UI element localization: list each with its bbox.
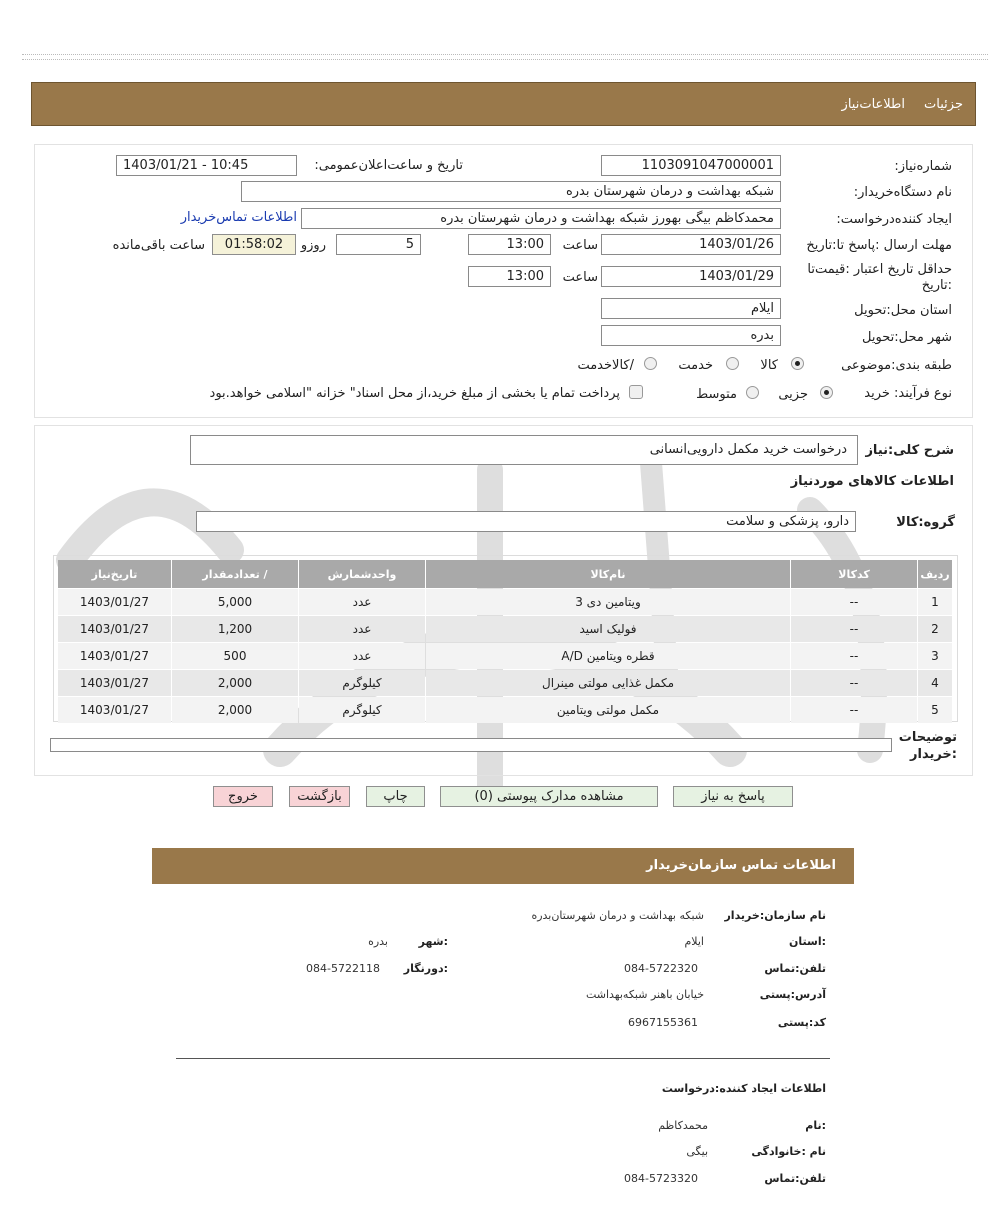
remaining-label: ساعت باقی‌مانده: [112, 238, 205, 253]
city-field: بدره: [601, 325, 781, 346]
cell-name: ویتامین دی 3: [426, 589, 790, 615]
contact-phone-label: تلفن:تماس: [764, 962, 826, 975]
process-label: نوع فرآیند: خرید: [864, 386, 952, 401]
cell-quantity: 2,000: [172, 697, 298, 723]
items-table-header: [58, 560, 952, 588]
contact-postal-label: کد:پستی: [777, 1016, 826, 1029]
contact-province-label: :استان: [789, 935, 826, 948]
reply-button[interactable]: پاسخ به نیاز: [673, 786, 793, 807]
cell-unit: عدد: [299, 616, 425, 642]
contact-divider: [176, 1058, 830, 1059]
contact-city-label: :شهر: [418, 935, 448, 948]
validity-label: حداقل تاریخ اعتبار :قیمت‌تا: [807, 262, 952, 277]
radio-goods-service-label: /کالاخدمت: [577, 358, 634, 373]
radio-medium-label: متوسط: [696, 387, 737, 402]
creator-first-name-value: محمدکاظم: [658, 1119, 708, 1132]
col-row: ردیف: [918, 560, 952, 588]
print-button[interactable]: چاپ: [366, 786, 425, 807]
tab-details[interactable]: جزئیات: [924, 97, 963, 112]
radio-minor[interactable]: [820, 386, 833, 399]
cell-row: 1: [918, 589, 952, 615]
treasury-payment-checkbox[interactable]: [629, 385, 643, 399]
contact-fax-label: :دورنگار: [403, 962, 448, 975]
table-row: [58, 589, 952, 615]
buyer-contact-link[interactable]: اطلاعات تماس‌خریدار: [180, 210, 297, 225]
radio-service[interactable]: [726, 357, 739, 370]
days-field: 5: [336, 234, 421, 255]
announce-datetime-field: 1403/01/21 - 10:45: [116, 155, 297, 176]
cell-quantity: 2,000: [172, 670, 298, 696]
contact-address-value: خیابان باهنر شبکه‌بهداشت: [585, 988, 704, 1001]
contact-fax-value: 084-5722118: [306, 962, 380, 975]
cell-date: 1403/01/27: [58, 589, 171, 615]
cell-unit: عدد: [299, 589, 425, 615]
cell-row: 5: [918, 697, 952, 723]
creator-field: محمدکاظم بیگی بهورز شبکه بهداشت و درمان شهرستان بدره: [301, 208, 781, 229]
validity-label-date: :تاریخ: [921, 278, 952, 293]
cell-row: 2: [918, 616, 952, 642]
cell-date: 1403/01/27: [58, 616, 171, 642]
table-row: [58, 670, 952, 696]
validity-time-field: 13:00: [468, 266, 551, 287]
contact-city-value: بدره: [368, 935, 388, 948]
cell-code: --: [791, 616, 917, 642]
tab-need-info[interactable]: اطلاعات‌نیاز: [841, 97, 905, 112]
cell-unit: عدد: [299, 643, 425, 669]
cell-quantity: 500: [172, 643, 298, 669]
cell-row: 4: [918, 670, 952, 696]
col-unit: واحدشمارش: [299, 560, 425, 588]
cell-name: قطره ویتامین A/D: [426, 643, 790, 669]
cell-code: --: [791, 589, 917, 615]
cell-name: مکمل مولتی ویتامین: [426, 697, 790, 723]
radio-goods[interactable]: [791, 357, 804, 370]
cell-quantity: 1,200: [172, 616, 298, 642]
buyer-org-field: شبکه بهداشت و درمان شهرستان بدره: [241, 181, 781, 202]
radio-service-label: خدمت: [678, 358, 713, 373]
back-button[interactable]: بازگشت: [289, 786, 350, 807]
buyer-org-label: نام دستگاه‌خریدار:: [853, 185, 952, 200]
contact-phone-value: 084-5722320: [624, 962, 698, 975]
cell-code: --: [791, 697, 917, 723]
cell-unit: کیلوگرم: [299, 670, 425, 696]
creator-last-name-label: نام :خانوادگی: [751, 1145, 826, 1158]
deadline-label: مهلت ارسال :پاسخ تا:تاریخ: [806, 238, 952, 253]
top-divider: [22, 54, 988, 60]
col-date: تاریخ‌نیاز: [58, 560, 171, 588]
col-quantity: / تعدادمقدار: [172, 560, 298, 588]
contact-address-label: آدرس:پستی: [759, 988, 826, 1001]
table-row: [58, 697, 952, 723]
creator-last-name-value: بیگی: [686, 1145, 708, 1158]
cell-date: 1403/01/27: [58, 697, 171, 723]
goods-group-field: دارو، پزشکی و سلامت: [196, 511, 856, 532]
table-row: [58, 643, 952, 669]
validity-time-label: ساعت: [562, 270, 598, 285]
creator-phone-label: تلفن:تماس: [764, 1172, 826, 1185]
cell-row: 3: [918, 643, 952, 669]
province-label: استان محل:تحویل: [854, 303, 952, 318]
goods-info-title: اطلاعات کالاهای موردنیاز: [790, 474, 954, 489]
remaining-timer: 01:58:02: [212, 234, 296, 255]
radio-minor-label: جزیی: [778, 387, 808, 402]
cell-date: 1403/01/27: [58, 670, 171, 696]
validity-date-field: 1403/01/29: [601, 266, 781, 287]
attachments-button[interactable]: مشاهده مدارک پیوستی (0): [440, 786, 658, 807]
cell-code: --: [791, 670, 917, 696]
cell-unit: کیلوگرم: [299, 697, 425, 723]
radio-goods-service[interactable]: [644, 357, 657, 370]
radio-medium[interactable]: [746, 386, 759, 399]
category-label: طبقه بندی:موضوعی: [841, 358, 952, 373]
contact-postal-value: 6967155361: [628, 1016, 698, 1029]
col-code: کدکالا: [791, 560, 917, 588]
buyer-notes-label: توضیحات: [898, 730, 957, 745]
col-name: نام‌کالا: [426, 560, 790, 588]
need-description-label: شرح کلی:نیاز: [865, 443, 954, 458]
contact-province-value: ایلام: [684, 935, 704, 948]
city-label: شهر محل:تحویل: [862, 330, 952, 345]
cell-name: فولیک اسید: [426, 616, 790, 642]
need-number-field: 1103091047000001: [601, 155, 781, 176]
cell-date: 1403/01/27: [58, 643, 171, 669]
items-table: [57, 559, 953, 724]
cell-name: مکمل غذایی مولتی مینرال: [426, 670, 790, 696]
treasury-payment-note: پرداخت تمام یا بخشی از مبلغ خرید،از محل اسناد" خزانه "اسلامی خواهد.بود: [209, 386, 620, 401]
org-name-label: نام سازمان:خریدار: [724, 909, 826, 922]
buyer-contact-header: [152, 848, 854, 884]
creator-info-title: اطلاعات ایجاد کننده:درخواست: [661, 1082, 826, 1095]
details-header-bar: [31, 82, 976, 126]
creator-label: ایجاد کننده‌درخواست:: [836, 212, 952, 227]
creator-first-name-label: :نام: [805, 1119, 826, 1132]
buyer-notes-field: [50, 738, 892, 752]
buyer-contact-title: اطلاعات تماس سازمان‌خریدار: [646, 858, 836, 873]
org-name-value: شبکه بهداشت و درمان شهرستان‌بدره: [531, 909, 704, 922]
goods-group-label: گروه:کالا: [896, 515, 955, 530]
province-field: ایلام: [601, 298, 781, 319]
need-description-field: درخواست خرید مکمل دارویی‌انسانی: [190, 435, 858, 465]
creator-phone-value: 084-5723320: [624, 1172, 698, 1185]
announce-label: تاریخ و ساعت‌اعلان‌عمومی:: [314, 158, 463, 173]
deadline-date-field: 1403/01/26: [601, 234, 781, 255]
cell-quantity: 5,000: [172, 589, 298, 615]
buyer-notes-label-2: :خریدار: [910, 747, 957, 762]
cell-code: --: [791, 643, 917, 669]
radio-goods-label: کالا: [760, 358, 778, 373]
need-number-label: شماره‌نیاز:: [894, 159, 952, 174]
days-label: روزو: [300, 238, 326, 253]
deadline-time-field: 13:00: [468, 234, 551, 255]
deadline-time-label: ساعت: [562, 238, 598, 253]
table-row: [58, 616, 952, 642]
exit-button[interactable]: خروج: [213, 786, 273, 807]
